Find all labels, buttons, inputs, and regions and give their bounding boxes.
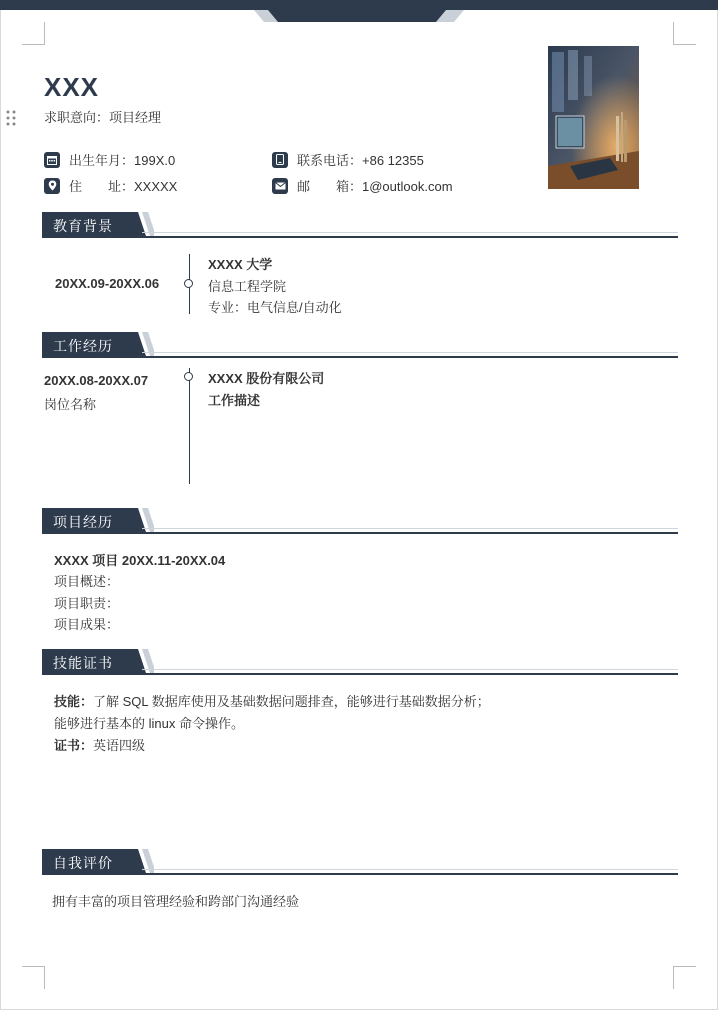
phone-text: 联系电话：+86 12355 <box>297 153 424 168</box>
phone-info <box>272 150 424 169</box>
work-position: 岗位名称 <box>44 397 97 412</box>
corner-mark <box>673 22 696 45</box>
project-result: 项目成果： <box>54 617 120 632</box>
section-work <box>42 332 678 358</box>
section-divider <box>42 236 678 238</box>
section-divider <box>142 669 678 670</box>
location-icon <box>44 178 60 194</box>
email-text: 邮 箱：1@outlook.com <box>297 179 453 194</box>
self-text: 拥有丰富的项目管理经验和跨部门沟通经验 <box>52 894 300 909</box>
section-divider <box>42 673 678 675</box>
section-project <box>42 508 678 534</box>
education-date: 20XX.09-20XX.06 <box>55 276 160 291</box>
section-divider <box>42 873 678 875</box>
skills-text: 了解 SQL 数据库使用及基础数据问题排查，能够进行基础数据分析； <box>93 694 490 709</box>
job-intent: 求职意向：项目经理 <box>44 110 162 125</box>
phone-icon <box>272 152 288 168</box>
skills-text-2: 能够进行基本的 linux 命令操作。 <box>54 716 244 731</box>
candidate-name: XXX <box>44 72 100 102</box>
project-duty: 项目职责： <box>54 596 120 611</box>
birth-text: 出生年月：199X.0 <box>69 153 176 168</box>
corner-mark <box>22 966 45 989</box>
section-divider <box>142 869 678 870</box>
project-heading: XXXX 项目 20XX.11-20XX.04 <box>54 553 226 568</box>
section-education <box>42 212 678 238</box>
work-company: XXXX 股份有限公司 <box>208 371 325 386</box>
mail-icon <box>272 178 288 194</box>
section-title-skills: 技能证书 <box>53 655 113 671</box>
section-divider <box>142 528 678 529</box>
section-title-self: 自我评价 <box>53 855 113 871</box>
address-info <box>44 176 177 195</box>
corner-mark <box>673 966 696 989</box>
section-divider <box>142 352 678 353</box>
timeline-dot <box>184 372 193 381</box>
work-date: 20XX.08-20XX.07 <box>44 373 149 388</box>
section-title-education: 教育背景 <box>53 218 113 234</box>
cert-label: 证书： <box>54 738 94 753</box>
education-college: 信息工程学院 <box>208 279 287 294</box>
calendar-icon <box>44 152 60 168</box>
work-desc: 工作描述 <box>208 393 261 408</box>
drag-handle-icon[interactable] <box>6 110 16 126</box>
project-overview: 项目概述： <box>54 574 120 589</box>
birth-info <box>44 150 175 169</box>
section-skills <box>42 649 678 675</box>
profile-photo <box>548 46 639 189</box>
address-text: 住 址：XXXXX <box>69 179 178 194</box>
section-divider <box>142 232 678 233</box>
skills-line <box>54 691 490 710</box>
timeline-line <box>189 368 190 484</box>
top-decoration <box>254 10 464 22</box>
cert-line <box>54 735 145 754</box>
timeline-dot <box>184 279 193 288</box>
corner-mark <box>22 22 45 45</box>
education-major: 专业：电气信息/自动化 <box>208 300 342 315</box>
section-title-project: 项目经历 <box>53 514 113 530</box>
section-divider <box>42 532 678 534</box>
top-bar <box>0 0 718 10</box>
section-title-work: 工作经历 <box>53 338 113 354</box>
section-self <box>42 849 678 875</box>
cert-text: 英语四级 <box>93 738 146 753</box>
section-divider <box>42 356 678 358</box>
email-info <box>272 176 453 195</box>
skills-label: 技能： <box>54 694 94 709</box>
education-school: XXXX 大学 <box>208 257 273 272</box>
